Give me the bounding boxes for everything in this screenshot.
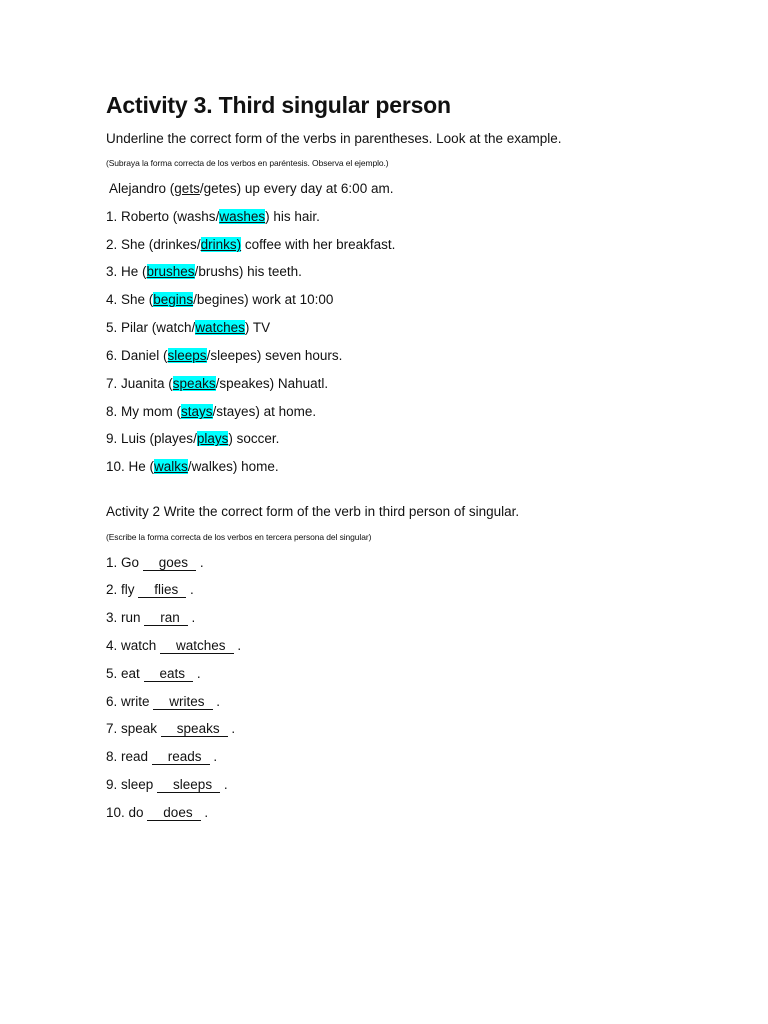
period: . — [187, 610, 196, 625]
base-verb: 5. eat — [106, 666, 144, 681]
answer-blank[interactable] — [152, 750, 210, 765]
base-verb: 6. write — [106, 694, 154, 709]
option-separator: / — [199, 181, 204, 196]
fill-in-item — [106, 777, 228, 793]
answer-blank[interactable] — [153, 695, 212, 710]
sentence-start: 5. Pilar ( — [106, 320, 157, 335]
exercise-sentence — [106, 237, 395, 252]
answer-text: writes — [169, 694, 205, 709]
period: . — [227, 721, 236, 736]
fill-in-item — [106, 721, 235, 737]
sentence-start: 6. Daniel ( — [106, 348, 168, 363]
option-separator: / — [187, 459, 192, 474]
option-separator: / — [196, 237, 201, 252]
verb-option-a: walks — [154, 459, 188, 474]
sentence-end: ) soccer. — [228, 431, 280, 446]
fill-in-item — [106, 638, 241, 654]
verb-option-b: watches — [195, 320, 245, 335]
exercise-sentence — [106, 459, 279, 474]
exercise-sentence — [106, 376, 328, 391]
verb-option-b: drinks) — [200, 237, 242, 252]
base-verb: 7. speak — [106, 721, 161, 736]
exercise-sentence — [106, 320, 270, 335]
page-title: Activity 3. Third singular person — [106, 92, 451, 118]
fill-in-item — [106, 749, 217, 765]
period: . — [193, 666, 201, 681]
option-separator: / — [193, 292, 197, 307]
answer-blank[interactable] — [157, 778, 220, 793]
period: . — [220, 777, 228, 792]
option-separator: / — [191, 320, 196, 335]
verb-option-a: gets — [174, 181, 200, 196]
activity3-instruction: Underline the correct form of the verbs in parentheses. Look at the example. — [106, 131, 562, 146]
sentence-end: coffee with her breakfast. — [241, 237, 396, 252]
verb-option-b: stayes — [216, 404, 256, 419]
exercise-sentence — [106, 292, 333, 307]
base-verb: 1. Go — [106, 555, 143, 570]
verb-option-a: drinkes — [153, 237, 197, 252]
period: . — [186, 582, 194, 597]
verb-option-b: washes — [219, 209, 266, 224]
base-verb: 4. watch — [106, 638, 161, 653]
verb-option-b: sleepes — [210, 348, 257, 363]
answer-blank[interactable] — [144, 611, 188, 626]
verb-option-b: brushs — [198, 264, 239, 279]
base-verb: 10. do — [106, 805, 148, 820]
verb-option-a: begins — [153, 292, 194, 307]
verb-option-b: plays — [196, 431, 229, 446]
verb-option-b: getes — [203, 181, 237, 196]
base-verb: 8. read — [106, 749, 152, 764]
period: . — [196, 555, 204, 570]
sentence-start: 1. Roberto ( — [106, 209, 178, 224]
sentence-start: 2. She ( — [106, 237, 154, 252]
activity2-instruction: Activity 2 Write the correct form of the verb in third person of singular. — [106, 504, 520, 519]
answer-text: watches — [176, 638, 226, 653]
verb-option-a: playes — [154, 431, 194, 446]
exercise-sentence — [106, 404, 316, 419]
option-separator: / — [212, 404, 217, 419]
verb-option-a: washs — [177, 209, 216, 224]
exercise-sentence — [106, 431, 279, 446]
answer-text: eats — [159, 666, 186, 681]
period: . — [233, 638, 242, 653]
answer-blank[interactable] — [143, 556, 196, 571]
fill-in-item — [106, 555, 204, 571]
answer-text: sleeps — [173, 777, 213, 792]
activity3-note: (Subraya la forma correcta de los verbos en paréntesis. Observa el ejemplo.) — [106, 158, 389, 168]
answer-text: reads — [167, 749, 202, 764]
sentence-end: ) up every day at 6:00 am. — [236, 181, 394, 196]
base-verb: 3. run — [106, 610, 145, 625]
verb-option-a: watch — [156, 320, 192, 335]
sentence-start: 4. She ( — [106, 292, 154, 307]
answer-blank[interactable] — [161, 722, 228, 737]
sentence-start: 7. Juanita ( — [106, 376, 173, 391]
answer-text: ran — [160, 610, 180, 625]
answer-text: does — [163, 805, 193, 820]
sentence-start: 3. He ( — [106, 264, 147, 279]
fill-in-item — [106, 666, 201, 682]
option-separator: / — [215, 209, 220, 224]
fill-in-item — [106, 694, 220, 710]
verb-option-a: sleeps — [167, 348, 207, 363]
sentence-end: ) TV — [244, 320, 271, 335]
sentence-end: ) his hair. — [265, 209, 320, 224]
sentence-end: ) Nahuatl. — [269, 376, 329, 391]
fill-in-item — [106, 610, 195, 626]
option-separator: / — [215, 376, 220, 391]
verb-option-b: begines — [196, 292, 245, 307]
sentence-start: 10. He ( — [106, 459, 155, 474]
answer-text: flies — [154, 582, 179, 597]
fill-in-item — [106, 582, 194, 598]
exercise-sentence — [106, 209, 320, 224]
sentence-end: ) seven hours. — [256, 348, 343, 363]
base-verb: 9. sleep — [106, 777, 158, 792]
exercise-sentence — [106, 348, 342, 363]
answer-text: speaks — [176, 721, 220, 736]
period: . — [212, 694, 221, 709]
example-sentence — [109, 181, 393, 196]
option-separator: / — [206, 348, 211, 363]
sentence-start: Alejandro ( — [109, 181, 175, 196]
sentence-end: ) his teeth. — [238, 264, 302, 279]
verb-option-b: speakes — [219, 376, 270, 391]
answer-blank[interactable] — [160, 639, 234, 654]
period: . — [200, 805, 209, 820]
sentence-end: ) at home. — [255, 404, 317, 419]
option-separator: / — [193, 431, 197, 446]
sentence-end: ) home. — [232, 459, 279, 474]
exercise-sentence — [106, 264, 302, 279]
sentence-start: 9. Luis ( — [106, 431, 155, 446]
sentence-start: 8. My mom ( — [106, 404, 182, 419]
verb-option-a: brushes — [146, 264, 195, 279]
answer-blank[interactable] — [147, 806, 200, 821]
sentence-end: ) work at 10:00 — [244, 292, 334, 307]
answer-blank[interactable] — [144, 667, 194, 682]
verb-option-b: walkes — [191, 459, 233, 474]
base-verb: 2. fly — [106, 582, 139, 597]
period: . — [209, 749, 218, 764]
answer-text: goes — [158, 555, 189, 570]
verb-option-a: stays — [181, 404, 213, 419]
option-separator: / — [194, 264, 199, 279]
verb-option-a: speaks — [172, 376, 216, 391]
fill-in-item — [106, 805, 208, 821]
answer-blank[interactable] — [138, 583, 186, 598]
activity2-note: (Escribe la forma correcta de los verbos en tercera persona del singular) — [106, 532, 372, 542]
